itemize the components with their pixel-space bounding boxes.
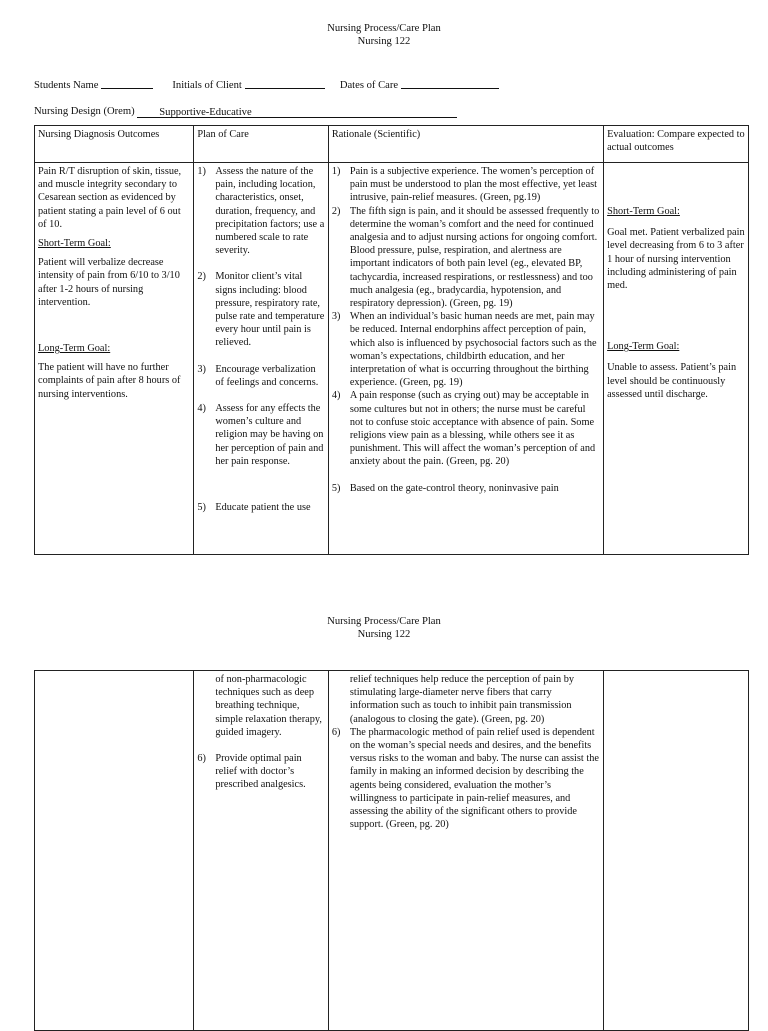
plan-cell xyxy=(194,671,329,1031)
list-item: 5) Educate patient the use xyxy=(197,502,311,514)
dates-field[interactable] xyxy=(401,77,499,89)
design-value: Supportive-Educative xyxy=(159,107,252,118)
table-row xyxy=(35,671,749,1031)
list-item: 4) A pain response (such as crying out) may be acceptable in some cultures but not in others; the nurse must be careful not to confuse stoic acceptance with absence of pain. Some religions view pain as a blessing, while others see it as punishment. This will affect the woman’s perception of and anxiety about the pain. (Green, pg. 20) xyxy=(331,390,596,468)
care-plan-table xyxy=(34,125,749,555)
care-plan-table-continued xyxy=(34,670,749,1031)
header-diagnosis: Nursing Diagnosis Outcomes xyxy=(35,126,194,163)
document-title: Nursing Process/Care Plan xyxy=(327,23,441,34)
long-term-label: Long-Term Goal: xyxy=(38,343,111,355)
eval-long-text: Unable to assess. Patient’s pain level should be continuously assessed until discharge. xyxy=(607,362,737,400)
rationale-list xyxy=(332,165,600,495)
plan-list xyxy=(197,752,325,792)
dates-label: Dates of Care xyxy=(339,80,399,91)
rationale-cell xyxy=(328,163,603,555)
rationale-cell xyxy=(328,671,603,1031)
plan-list xyxy=(197,165,325,514)
short-term-label: Short-Term Goal: xyxy=(38,238,111,250)
page-header xyxy=(0,22,768,48)
page-header xyxy=(0,615,768,641)
students-name-field[interactable] xyxy=(101,77,153,89)
list-item: 2) The fifth sign is pain, and it should be assessed frequently to determine the woman’s comfort and the need for continued analgesia and to adjust nursing actions for ongoing comfort. Blood pressure, pulse, respiration, and alertness are important indicators of both pain level (eg., elevated BP, tachycardia, increased respirations, or restlessness) and too much analgesia (eg., bradycardia, hypotension, and respiratory depression). (Green, pg. 19) xyxy=(331,205,600,310)
evaluation-cell xyxy=(604,671,749,1031)
plan-cell xyxy=(194,163,329,555)
rationale-list xyxy=(332,726,600,832)
design-field[interactable] xyxy=(137,106,457,118)
list-item: 5) Based on the gate-control theory, noninvasive pain xyxy=(331,482,559,494)
info-fields xyxy=(34,77,499,92)
list-item: 3) When an individual’s basic human needs are met, pain may be reduced. Internal endorphins affect perception of pain, which also is influenced by psychosocial factors such as the woman’s expectations, childbirth education, and her interpretation of what is occurring throughout the birthing experience. (Green, pg. 19) xyxy=(331,311,597,389)
table-header-row xyxy=(35,126,749,163)
table-row xyxy=(35,163,749,555)
short-term-goal: Patient will verbalize decrease intensity of pain from 6/10 to 3/10 after 1-2 hours of nursing intervention. xyxy=(38,257,180,308)
diagnosis-cell xyxy=(35,163,194,555)
eval-short-label: Short-Term Goal: xyxy=(607,206,680,217)
initials-label: Initials of Client xyxy=(172,80,242,91)
course-name: Nursing 122 xyxy=(357,629,411,640)
rationale-continued-text: relief techniques help reduce the perception of pain by stimulating large-diameter nerve fibers that carry information such as touch to inhibit pain transmission (analogous to closing the gate). (Green, pg. 20) xyxy=(349,674,575,725)
design-label: Nursing Design (Orem) xyxy=(34,106,135,117)
students-name-label: Students Name xyxy=(34,80,99,91)
nursing-design-line xyxy=(34,105,457,118)
header-rationale: Rationale (Scientific) xyxy=(328,126,603,163)
document-title: Nursing Process/Care Plan xyxy=(327,616,441,627)
eval-short-text: Goal met. Patient verbalized pain level decreasing from 6 to 3 after 1 hour of nursing intervention including administering of pain med. xyxy=(607,227,745,292)
header-evaluation: Evaluation: Compare expected to actual outcomes xyxy=(604,126,749,163)
diagnosis-cell xyxy=(35,671,194,1031)
list-item: 1) Assess the nature of the pain, including location, characteristics, onset, duration, frequency, and precipitation factors; use a numbered scale to rate severity. xyxy=(197,166,325,257)
list-item: 6) The pharmacologic method of pain relief used is dependent on the woman’s special needs and desires, and the benefits versus risks to the woman and baby. The nurse can assist the family in making an informed decision by describing the agents being considered, evaluation the mother’s willingness to participate in pain-relief measures, and assessing the ability of the significant others to provide support. (Green, pg. 20) xyxy=(331,726,599,831)
plan-continued-text: of non-pharmacologic techniques such as deep breathing technique, simple relaxation therapy, guided imagery. xyxy=(215,674,322,738)
evaluation-cell xyxy=(604,163,749,555)
header-plan: Plan of Care xyxy=(194,126,329,163)
list-item: 2) Monitor client’s vital signs including: blood pressure, respiratory rate, pulse rate and temperature every hour until pain is relieved. xyxy=(197,271,325,349)
list-item: 1) Pain is a subjective experience. The women’s perception of pain must be understood to plan the most effective, yet least intrusive, pain-relief measures. (Green, pg.19) xyxy=(331,166,598,204)
eval-long-label: Long-Term Goal: xyxy=(607,341,680,353)
course-name: Nursing 122 xyxy=(357,36,411,47)
long-term-goal: The patient will have no further complaints of pain after 8 hours of nursing interventions. xyxy=(38,362,181,400)
list-item: 4) Assess for any effects the women’s culture and religion may be having on her perception of pain and her pain response. xyxy=(197,403,324,467)
list-item: 3) Encourage verbalization of feelings and concerns. xyxy=(197,363,319,388)
diagnosis-text: Pain R/T disruption of skin, tissue, and muscle integrity secondary to Cesarean section as evidenced by patient stating a pain level of 6 out of 10. xyxy=(38,166,182,230)
list-item: 6) Provide optimal pain relief with doctor’s prescribed analgesics. xyxy=(197,753,306,791)
initials-field[interactable] xyxy=(245,77,325,89)
